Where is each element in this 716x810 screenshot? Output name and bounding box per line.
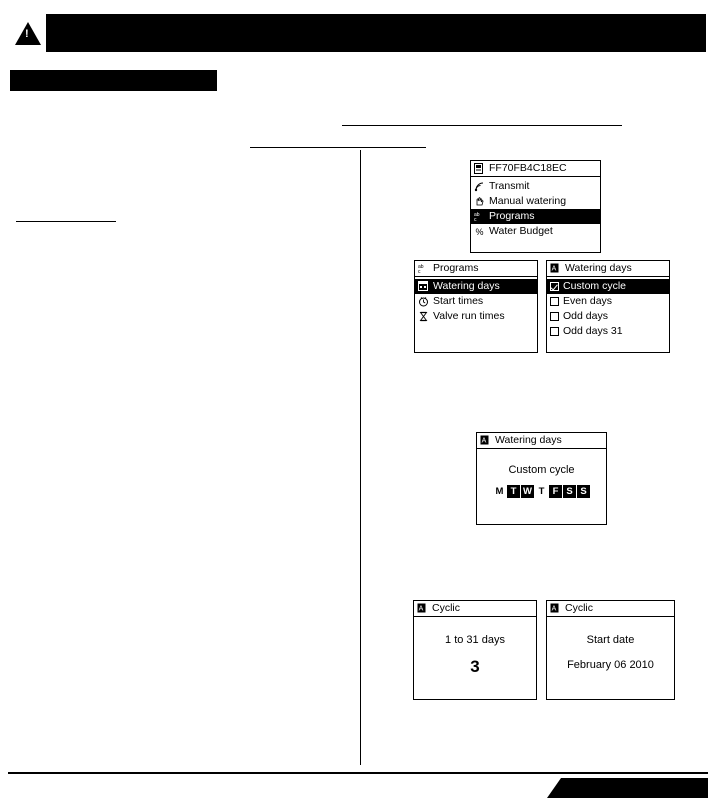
menu-item-manual-watering[interactable] — [471, 194, 600, 209]
footer-rule — [8, 772, 708, 774]
svg-text:ab: ab — [418, 263, 424, 270]
checkbox-icon[interactable] — [550, 312, 559, 321]
cyclic-start-value[interactable]: February 06 2010 — [567, 659, 654, 671]
day-chip-thursday[interactable]: T — [535, 485, 548, 498]
column-divider — [360, 150, 361, 765]
programs-item-valve-run-times[interactable] — [415, 309, 537, 324]
section-heading-block — [10, 70, 217, 91]
programs-item-start-times[interactable] — [415, 294, 537, 309]
lcd-custom-cycle-title-text: Watering days — [495, 435, 562, 446]
custom-cycle-day-chips — [477, 485, 606, 498]
svg-text:c: c — [418, 268, 421, 274]
day-chip-sunday[interactable]: S — [577, 485, 590, 498]
svg-text:ab: ab — [474, 211, 480, 218]
programs-item-watering-days[interactable] — [415, 279, 537, 294]
menu-item-water-budget[interactable] — [471, 224, 600, 239]
lcd-programs-title — [415, 261, 537, 277]
day-chip-friday[interactable]: F — [549, 485, 562, 498]
lcd-programs-title-text: Programs — [433, 263, 479, 274]
menu-item-transmit[interactable] — [471, 179, 600, 194]
menu-item-transmit-label: Transmit — [489, 180, 530, 193]
program-a-icon — [550, 603, 561, 615]
svg-text:A: A — [418, 604, 424, 612]
heading-rule-short — [250, 147, 426, 148]
lcd-custom-cycle — [476, 432, 607, 525]
custom-cycle-subtitle: Custom cycle — [508, 464, 575, 476]
watering-days-option-odd-days-31-label: Odd days 31 — [563, 325, 623, 338]
program-a-icon — [550, 263, 561, 275]
hand-icon — [474, 196, 485, 208]
watering-days-option-odd-days[interactable] — [547, 309, 669, 324]
heading-rule-long — [342, 125, 622, 126]
watering-days-option-odd-days-31[interactable] — [547, 324, 669, 339]
programs-item-watering-days-label: Watering days — [433, 280, 500, 293]
abc-icon — [474, 211, 485, 223]
lcd-main-menu-title — [471, 161, 600, 177]
watering-days-option-custom-cycle-label: Custom cycle — [563, 280, 627, 293]
program-a-icon — [417, 603, 428, 615]
top-warning-bar — [10, 14, 706, 52]
calendar-icon — [418, 281, 429, 293]
menu-item-programs[interactable] — [471, 209, 600, 224]
lcd-cyclic-start-date — [546, 600, 675, 700]
menu-item-manual-watering-label: Manual watering — [489, 195, 567, 208]
programs-item-valve-run-times-label: Valve run times — [433, 310, 505, 323]
checkbox-icon[interactable] — [550, 297, 559, 306]
programs-item-start-times-label: Start times — [433, 295, 484, 308]
menu-item-programs-label: Programs — [489, 210, 535, 223]
subheading-rule — [16, 221, 116, 222]
lcd-cyclic-days-title-text: Cyclic — [432, 603, 460, 614]
clock-icon — [418, 296, 429, 308]
lcd-cyclic-start-date-title-text: Cyclic — [565, 603, 593, 614]
lcd-watering-days-title — [547, 261, 669, 277]
day-chip-monday[interactable]: M — [493, 485, 506, 498]
svg-text:A: A — [551, 264, 557, 272]
program-a-icon — [480, 435, 491, 447]
warning-triangle-icon — [10, 14, 46, 52]
lcd-main-menu-title-text: FF70FB4C18EC — [489, 163, 567, 174]
abc-icon — [418, 263, 429, 275]
checkbox-icon[interactable] — [550, 282, 559, 291]
lcd-cyclic-days — [413, 600, 537, 700]
day-chip-wednesday[interactable]: W — [521, 485, 534, 498]
transmit-icon — [474, 181, 485, 193]
footer-page-tab — [547, 778, 708, 798]
watering-days-option-odd-days-label: Odd days — [563, 310, 608, 323]
lcd-watering-days-title-text: Watering days — [565, 263, 632, 274]
percent-icon: % — [475, 226, 484, 237]
svg-text:A: A — [551, 604, 557, 612]
svg-text:c: c — [474, 216, 477, 222]
watering-days-option-custom-cycle[interactable] — [547, 279, 669, 294]
lcd-cyclic-days-title — [414, 601, 536, 617]
day-chip-saturday[interactable]: S — [563, 485, 576, 498]
watering-days-option-even-days-label: Even days — [563, 295, 613, 308]
hourglass-icon — [418, 311, 429, 323]
cyclic-days-value[interactable]: 3 — [470, 657, 480, 676]
lcd-main-menu — [470, 160, 601, 253]
controller-icon — [474, 163, 485, 175]
cyclic-days-subtitle: 1 to 31 days — [445, 634, 505, 646]
svg-text:A: A — [481, 436, 487, 444]
cyclic-start-subtitle: Start date — [586, 634, 635, 646]
lcd-cyclic-start-date-title — [547, 601, 674, 617]
checkbox-icon[interactable] — [550, 327, 559, 336]
lcd-custom-cycle-title — [477, 433, 606, 449]
day-chip-tuesday[interactable]: T — [507, 485, 520, 498]
menu-item-water-budget-label: Water Budget — [489, 225, 553, 238]
lcd-watering-days — [546, 260, 670, 353]
watering-days-option-even-days[interactable] — [547, 294, 669, 309]
lcd-programs-menu — [414, 260, 538, 353]
